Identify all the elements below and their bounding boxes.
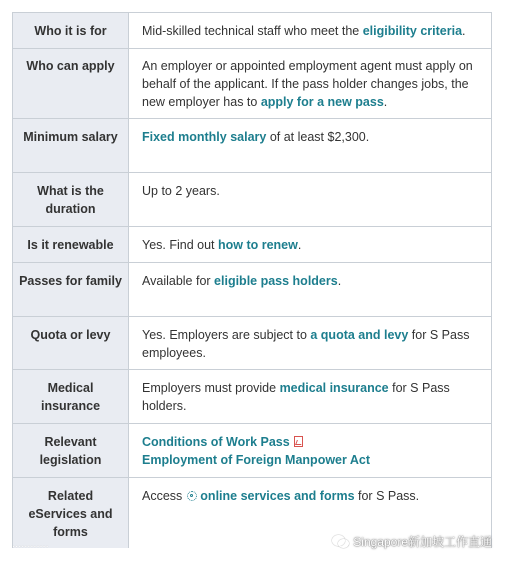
apply-new-pass-link[interactable]: apply for a new pass <box>260 95 384 109</box>
row-label <box>13 424 129 477</box>
table-row <box>13 424 491 478</box>
row-label-text: Related eServices and forms <box>28 489 113 539</box>
value-text: Employers must provide <box>142 381 280 395</box>
how-to-renew-link[interactable]: how to renew <box>217 238 298 252</box>
row-label-text: Passes for family <box>19 274 122 288</box>
value-text: Mid-skilled technical staff who meet the <box>142 24 363 38</box>
gear-icon <box>187 491 197 501</box>
wechat-icon <box>332 535 348 548</box>
row-value <box>129 263 491 316</box>
row-label-text: What is the duration <box>37 184 104 216</box>
row-label <box>13 49 129 118</box>
value-text: Access <box>142 489 183 503</box>
table-row <box>13 13 491 49</box>
row-label-text: Medical insurance <box>40 381 101 413</box>
row-value <box>129 13 491 48</box>
value-text: for S Pass. <box>354 489 420 503</box>
employment-of-foreign-manpower-act-link[interactable]: Employment of Foreign Manpower Act <box>142 453 371 467</box>
row-value <box>129 173 491 226</box>
table-row <box>13 119 491 173</box>
value-text: Up to 2 years. <box>142 184 220 198</box>
value-text: for S Pass employees. <box>142 328 470 360</box>
value-text: . <box>337 274 342 288</box>
table-row <box>13 263 491 317</box>
row-label-text: Quota or levy <box>30 328 111 342</box>
row-label-text: Relevant legislation <box>39 435 102 467</box>
online-services-and-forms-link[interactable]: online services and forms <box>200 489 355 503</box>
row-value <box>129 370 491 423</box>
faint-watermark: ............ <box>12 538 49 550</box>
table-row <box>13 227 491 263</box>
value-text: . <box>383 95 388 109</box>
row-label <box>13 263 129 316</box>
row-value <box>129 49 491 118</box>
row-value <box>129 227 491 262</box>
table-row <box>13 317 491 370</box>
eligibility-criteria-link[interactable]: eligibility criteria <box>362 24 463 38</box>
row-label <box>13 13 129 48</box>
row-label <box>13 173 129 226</box>
row-label <box>13 119 129 172</box>
watermark-text: Singapore新加坡工作直通 <box>353 535 492 549</box>
row-value <box>129 119 491 172</box>
row-label-text: Minimum salary <box>23 130 118 144</box>
row-label <box>13 317 129 369</box>
spass-info-table <box>12 12 492 548</box>
row-label-text: Who it is for <box>34 24 107 38</box>
watermark <box>332 533 492 550</box>
value-text: Yes. Employers are subject to <box>142 328 311 342</box>
value-text: . <box>297 238 302 252</box>
value-text: Yes. Find out <box>142 238 218 252</box>
table-row <box>13 370 491 424</box>
value-text: An employer or appointed employment agent must apply on behalf of the applicant. If the pass holder changes jobs, the new employer has to <box>142 59 473 109</box>
row-label-text: Who can apply <box>26 59 115 73</box>
value-text: . <box>462 24 466 38</box>
value-text: Available for <box>142 274 215 288</box>
row-label <box>13 227 129 262</box>
fixed-monthly-salary-link[interactable]: Fixed monthly salary <box>142 130 267 144</box>
row-value <box>129 424 491 477</box>
conditions-of-work-pass-link[interactable]: Conditions of Work Pass <box>142 435 290 449</box>
medical-insurance-link[interactable]: medical insurance <box>279 381 389 395</box>
eligible-pass-holders-link[interactable]: eligible pass holders <box>214 274 338 288</box>
row-label-text: Is it renewable <box>27 238 114 252</box>
value-text: of at least $2,300. <box>266 130 370 144</box>
table-row <box>13 173 491 227</box>
value-text: for S Pass holders. <box>142 381 450 413</box>
row-label <box>13 370 129 423</box>
quota-and-levy-link[interactable]: a quota and levy <box>310 328 409 342</box>
row-value <box>129 317 491 369</box>
table-row <box>13 49 491 119</box>
pdf-icon <box>294 436 303 447</box>
